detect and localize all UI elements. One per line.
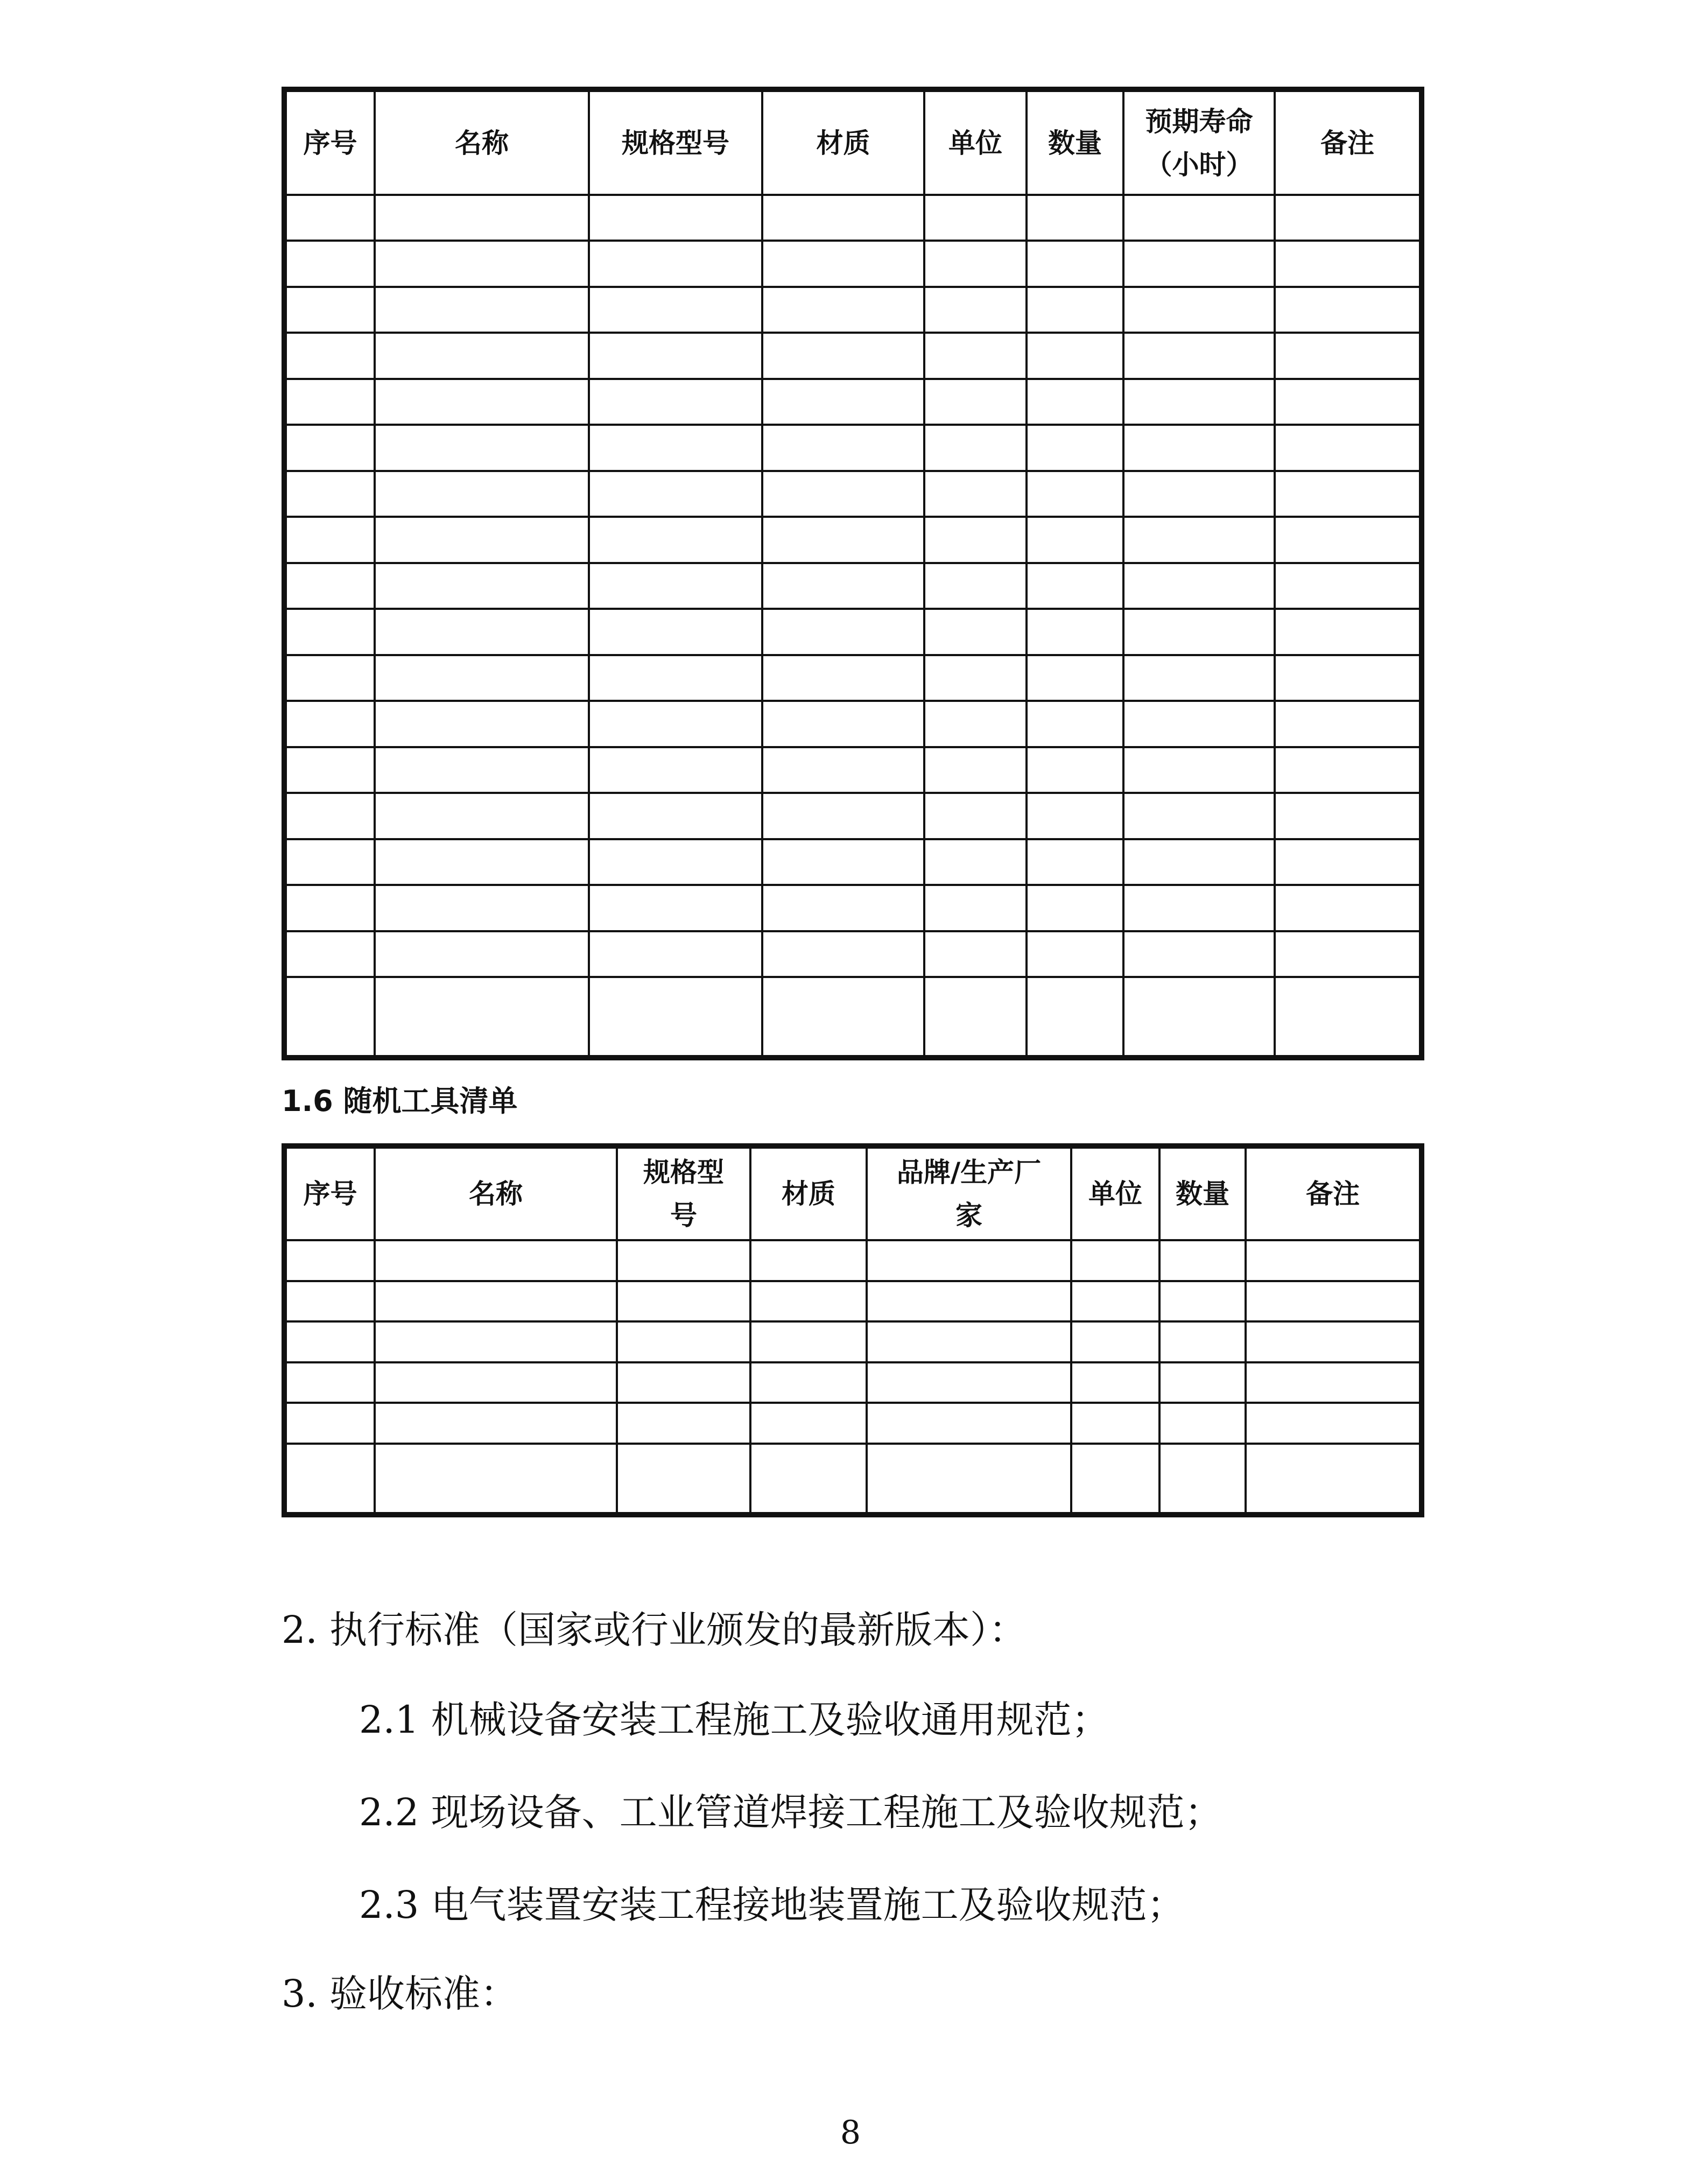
table-cell	[1159, 1321, 1246, 1362]
table-cell	[1275, 839, 1422, 885]
table-cell	[589, 471, 762, 517]
table-cell	[284, 425, 375, 470]
table-row	[284, 931, 1422, 977]
table-cell	[375, 563, 589, 609]
table-cell	[375, 1281, 617, 1322]
tools-table-header-row	[284, 1146, 1422, 1240]
table-cell	[750, 1403, 867, 1444]
table-cell	[375, 333, 589, 378]
table-cell	[1275, 931, 1422, 977]
table-cell	[762, 839, 924, 885]
table-cell	[762, 379, 924, 425]
table-row	[284, 287, 1422, 333]
table-cell	[589, 379, 762, 425]
table-cell	[1246, 1403, 1422, 1444]
header-cell: 名称	[375, 1146, 617, 1240]
table-row	[284, 195, 1422, 241]
table-cell	[375, 931, 589, 977]
table-cell	[924, 931, 1027, 977]
table-row	[284, 747, 1422, 793]
table-row	[284, 1321, 1422, 1362]
table-cell	[762, 333, 924, 378]
table-cell	[589, 839, 762, 885]
table-cell	[1123, 839, 1275, 885]
table-cell	[284, 1321, 375, 1362]
table-cell	[617, 1321, 750, 1362]
table-cell	[284, 885, 375, 931]
table-cell	[1027, 333, 1123, 378]
table-cell	[284, 379, 375, 425]
table-cell	[1275, 609, 1422, 655]
table-cell	[284, 931, 375, 977]
header-cell: 材质	[762, 89, 924, 195]
table-cell	[375, 655, 589, 701]
table-cell	[762, 977, 924, 1058]
table-row	[284, 517, 1422, 562]
table-cell	[924, 655, 1027, 701]
table-cell	[762, 287, 924, 333]
table-cell	[1123, 287, 1275, 333]
table-cell	[589, 195, 762, 241]
table-cell	[1027, 241, 1123, 286]
table-cell	[924, 517, 1027, 562]
table-cell	[284, 701, 375, 747]
table-cell	[1275, 425, 1422, 470]
table-cell	[284, 471, 375, 517]
table-row	[284, 1444, 1422, 1515]
header-cell: 材质	[750, 1146, 867, 1240]
table-cell	[1275, 701, 1422, 747]
table-cell	[1071, 1444, 1159, 1515]
table-cell	[1275, 563, 1422, 609]
table-cell	[1159, 1362, 1246, 1403]
header-cell: 序号	[284, 1146, 375, 1240]
table-cell	[1027, 563, 1123, 609]
tools-section-title: 1.6 随机工具清单	[282, 1084, 518, 1118]
table-cell	[284, 333, 375, 378]
table-cell	[1275, 747, 1422, 793]
table-cell	[589, 931, 762, 977]
table-cell	[1027, 655, 1123, 701]
header-cell: 单位	[1071, 1146, 1159, 1240]
table-cell	[762, 931, 924, 977]
table-cell	[589, 977, 762, 1058]
table-cell	[1123, 931, 1275, 977]
table-cell	[1071, 1281, 1159, 1322]
table-cell	[1246, 1362, 1422, 1403]
table-cell	[1123, 379, 1275, 425]
table-cell	[589, 747, 762, 793]
table-cell	[284, 655, 375, 701]
table-cell	[284, 517, 375, 562]
table-cell	[924, 333, 1027, 378]
table-cell	[924, 609, 1027, 655]
standards-heading: 2. 执行标准（国家或行业颁发的最新版本）：	[282, 1608, 1027, 1652]
header-cell: 单位	[924, 89, 1027, 195]
tools-table-body	[284, 1240, 1422, 1515]
table-cell	[589, 425, 762, 470]
table-cell	[1071, 1403, 1159, 1444]
table-cell	[1275, 793, 1422, 839]
table-cell	[762, 195, 924, 241]
table-cell	[284, 287, 375, 333]
table-row	[284, 839, 1422, 885]
table-cell	[924, 379, 1027, 425]
table-cell	[750, 1444, 867, 1515]
table-cell	[284, 609, 375, 655]
standard-item: 2.2 现场设备、工业管道焊接工程施工及验收规范；	[359, 1790, 1222, 1834]
table-cell	[1027, 517, 1123, 562]
table-row	[284, 609, 1422, 655]
table-row	[284, 563, 1422, 609]
table-cell	[924, 885, 1027, 931]
table-cell	[1275, 241, 1422, 286]
table-cell	[375, 1403, 617, 1444]
table-cell	[284, 241, 375, 286]
parts-table	[282, 87, 1424, 1060]
table-cell	[1123, 195, 1275, 241]
table-cell	[762, 425, 924, 470]
table-cell	[375, 977, 589, 1058]
table-cell	[1027, 885, 1123, 931]
table-cell	[762, 609, 924, 655]
table-cell	[762, 241, 924, 286]
table-cell	[1071, 1240, 1159, 1281]
table-cell	[1246, 1281, 1422, 1322]
table-row	[284, 701, 1422, 747]
table-row	[284, 425, 1422, 470]
page-number: 8	[840, 2114, 861, 2151]
table-cell	[284, 747, 375, 793]
table-cell	[1123, 977, 1275, 1058]
table-row	[284, 471, 1422, 517]
table-cell	[1027, 977, 1123, 1058]
table-cell	[284, 1281, 375, 1322]
table-row	[284, 793, 1422, 839]
standard-item: 2.3 电气装置安装工程接地装置施工及验收规范；	[359, 1883, 1185, 1927]
table-cell	[284, 839, 375, 885]
table-cell	[589, 333, 762, 378]
table-cell	[589, 609, 762, 655]
table-cell	[867, 1321, 1071, 1362]
table-cell	[375, 747, 589, 793]
table-cell	[924, 471, 1027, 517]
table-cell	[1159, 1240, 1246, 1281]
table-cell	[375, 1321, 617, 1362]
table-cell	[589, 241, 762, 286]
table-cell	[750, 1321, 867, 1362]
table-cell	[1275, 471, 1422, 517]
table-cell	[1027, 839, 1123, 885]
table-cell	[1027, 425, 1123, 470]
table-cell	[924, 195, 1027, 241]
table-cell	[589, 793, 762, 839]
table-cell	[375, 425, 589, 470]
table-cell	[867, 1240, 1071, 1281]
table-cell	[375, 1362, 617, 1403]
table-cell	[589, 655, 762, 701]
table-cell	[1275, 977, 1422, 1058]
table-row	[284, 333, 1422, 378]
table-cell	[924, 563, 1027, 609]
table-cell	[375, 379, 589, 425]
table-cell	[375, 195, 589, 241]
table-cell	[375, 701, 589, 747]
table-cell	[762, 471, 924, 517]
table-cell	[284, 563, 375, 609]
table-cell	[375, 793, 589, 839]
header-cell: 备注	[1275, 89, 1422, 195]
table-cell	[617, 1281, 750, 1322]
table-cell	[1027, 747, 1123, 793]
table-cell	[1123, 747, 1275, 793]
table-cell	[750, 1240, 867, 1281]
table-cell	[375, 1240, 617, 1281]
table-cell	[1275, 379, 1422, 425]
header-cell: 规格型 号	[617, 1146, 750, 1240]
table-cell	[924, 241, 1027, 286]
table-cell	[1123, 425, 1275, 470]
table-row	[284, 379, 1422, 425]
table-cell	[1027, 701, 1123, 747]
header-cell: 数量	[1027, 89, 1123, 195]
table-cell	[762, 885, 924, 931]
table-cell	[1123, 885, 1275, 931]
table-cell	[1246, 1444, 1422, 1515]
table-cell	[589, 701, 762, 747]
table-cell	[375, 885, 589, 931]
table-cell	[1123, 655, 1275, 701]
table-cell	[375, 287, 589, 333]
table-cell	[1275, 885, 1422, 931]
parts-table-header-row	[284, 89, 1422, 195]
table-cell	[375, 517, 589, 562]
table-cell	[1159, 1444, 1246, 1515]
table-cell	[1027, 471, 1123, 517]
table-row	[284, 1281, 1422, 1322]
table-cell	[924, 701, 1027, 747]
table-cell	[924, 839, 1027, 885]
table-cell	[762, 701, 924, 747]
table-cell	[762, 655, 924, 701]
table-cell	[924, 977, 1027, 1058]
table-cell	[617, 1403, 750, 1444]
table-cell	[1275, 333, 1422, 378]
table-cell	[1159, 1281, 1246, 1322]
header-cell: 名称	[375, 89, 589, 195]
table-cell	[867, 1281, 1071, 1322]
table-cell	[1027, 287, 1123, 333]
header-cell: 规格型号	[589, 89, 762, 195]
table-cell	[1123, 793, 1275, 839]
table-cell	[924, 793, 1027, 839]
table-cell	[1275, 195, 1422, 241]
table-cell	[1027, 195, 1123, 241]
table-cell	[589, 885, 762, 931]
header-cell: 预期寿命 （小时）	[1123, 89, 1275, 195]
table-cell	[1159, 1403, 1246, 1444]
table-cell	[762, 517, 924, 562]
parts-table-body	[284, 195, 1422, 1058]
table-cell	[1071, 1321, 1159, 1362]
table-cell	[1246, 1240, 1422, 1281]
table-cell	[589, 287, 762, 333]
table-cell	[375, 1444, 617, 1515]
table-cell	[924, 747, 1027, 793]
table-row	[284, 1240, 1422, 1281]
table-cell	[1123, 701, 1275, 747]
table-row	[284, 241, 1422, 286]
table-cell	[617, 1444, 750, 1515]
table-cell	[284, 1444, 375, 1515]
table-cell	[1123, 609, 1275, 655]
table-cell	[284, 977, 375, 1058]
table-cell	[867, 1444, 1071, 1515]
table-cell	[1027, 609, 1123, 655]
header-cell: 数量	[1159, 1146, 1246, 1240]
table-cell	[1123, 333, 1275, 378]
header-cell: 序号	[284, 89, 375, 195]
tools-table	[282, 1143, 1424, 1517]
table-cell	[1123, 471, 1275, 517]
table-cell	[617, 1240, 750, 1281]
table-cell	[1027, 793, 1123, 839]
table-cell	[284, 1362, 375, 1403]
header-cell: 品牌/生产厂 家	[867, 1146, 1071, 1240]
table-cell	[762, 747, 924, 793]
table-cell	[924, 425, 1027, 470]
table-cell	[750, 1362, 867, 1403]
table-row	[284, 1362, 1422, 1403]
table-cell	[1123, 241, 1275, 286]
acceptance-heading: 3. 验收标准：	[282, 1972, 518, 2016]
table-row	[284, 885, 1422, 931]
table-cell	[750, 1281, 867, 1322]
table-cell	[617, 1362, 750, 1403]
table-cell	[762, 563, 924, 609]
table-cell	[924, 287, 1027, 333]
table-cell	[762, 793, 924, 839]
table-cell	[1275, 287, 1422, 333]
table-cell	[1275, 517, 1422, 562]
table-cell	[589, 517, 762, 562]
table-cell	[1071, 1362, 1159, 1403]
table-cell	[284, 1403, 375, 1444]
table-cell	[867, 1362, 1071, 1403]
table-cell	[1123, 563, 1275, 609]
header-cell: 备注	[1246, 1146, 1422, 1240]
table-cell	[375, 839, 589, 885]
table-row	[284, 655, 1422, 701]
table-row	[284, 1403, 1422, 1444]
table-cell	[589, 563, 762, 609]
table-cell	[375, 471, 589, 517]
table-cell	[1027, 379, 1123, 425]
table-cell	[375, 241, 589, 286]
table-cell	[375, 609, 589, 655]
table-cell	[284, 793, 375, 839]
table-cell	[284, 195, 375, 241]
table-cell	[1123, 517, 1275, 562]
table-row	[284, 977, 1422, 1058]
table-cell	[1275, 655, 1422, 701]
table-cell	[284, 1240, 375, 1281]
table-cell	[867, 1403, 1071, 1444]
table-cell	[1027, 931, 1123, 977]
table-cell	[1246, 1321, 1422, 1362]
standard-item: 2.1 机械设备安装工程施工及验收通用规范；	[359, 1698, 1109, 1742]
